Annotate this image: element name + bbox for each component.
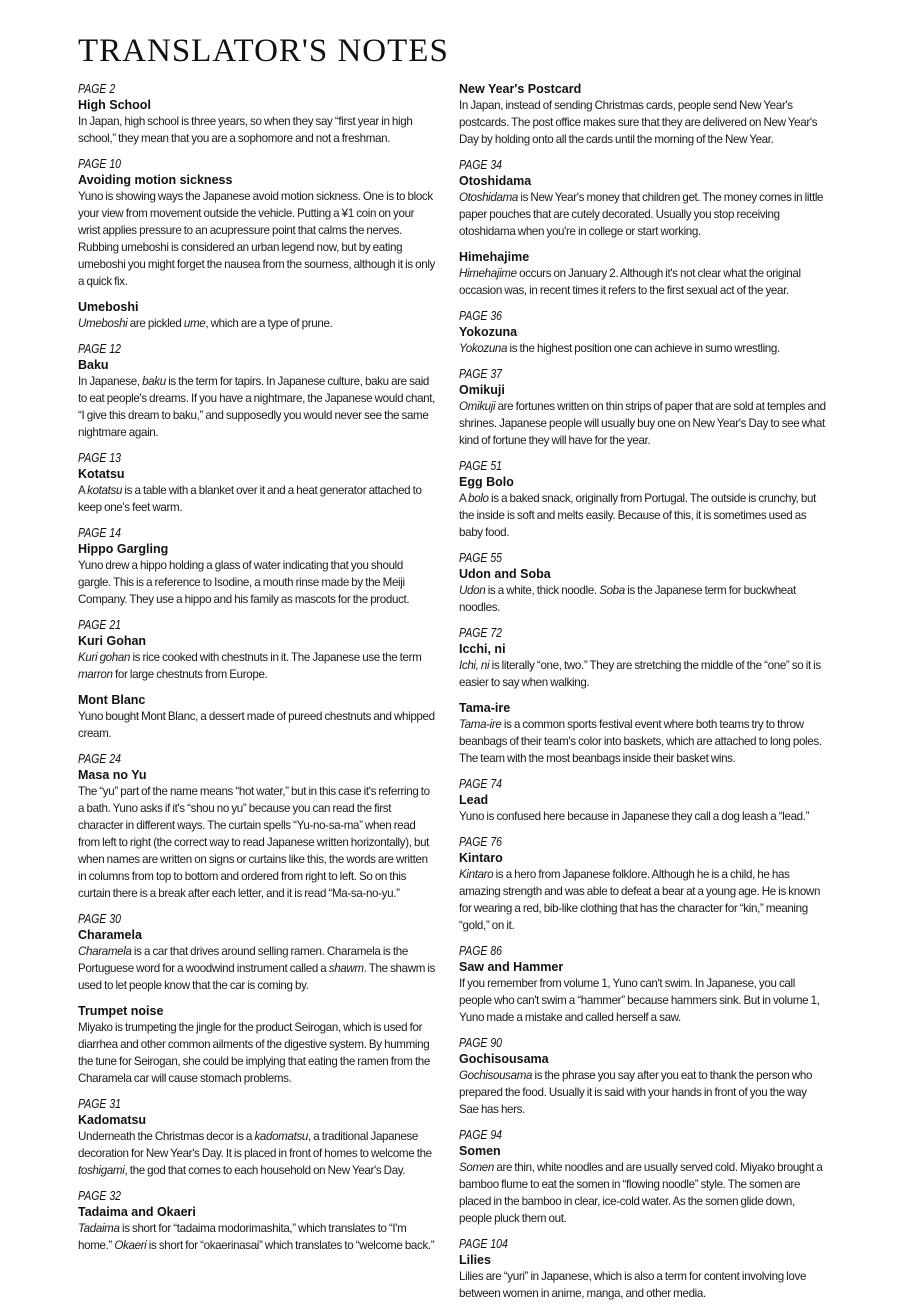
note-heading: Kadomatsu <box>78 1113 147 1127</box>
body-text: is short for “okaerinasai” which translates to “welcome back.” <box>146 1239 435 1252</box>
body-text: , which are a type of prune. <box>205 317 333 330</box>
note-body <box>459 97 827 148</box>
body-text: is a table with a blanket over it and a heat generator attached to keep one's feet warm. <box>78 484 422 514</box>
note-heading: Somen <box>459 1144 501 1158</box>
body-text: , a traditional Japanese decoration for New Year's Day. It is placed in front of homes to welcome the <box>78 1130 432 1160</box>
italic-term: Tama-ire <box>459 718 502 731</box>
note-yokozuna <box>459 308 827 357</box>
body-text: is a car that drives around selling ramen. Charamela is the Portuguese word for a woodwind instrument called a <box>78 945 408 975</box>
body-text: is the Japanese term for buckwheat noodles. <box>459 584 796 614</box>
note-body <box>459 716 827 767</box>
note-heading: Gochisousama <box>459 1052 549 1066</box>
italic-term: Tadaima <box>78 1222 120 1235</box>
body-text: are fortunes written on thin strips of paper that are sold at temples and shrines. Japanese people will usually buy one on New Year's Day to see what kind of fortune they will have for the year. <box>459 400 826 447</box>
note-masa-no-yu <box>78 751 438 902</box>
body-text: The “yu” part of the name means “hot water,” but in this case it's referring to a bath. Yuno asks if it's “shou no yu” because you can read the first character in different ways. The curtain spells “Yu-no-sa-ma” when read from left to right (the correct way to read Japanese written horizontally), but when names are written on signs or curtains like this, the words are written in columns from top to bottom and ordered from right to left. So on this curtain there is a break after each letter, and it is read “Ma-sa-no-yu.” <box>78 785 430 900</box>
note-body <box>78 315 438 332</box>
note-egg-bolo <box>459 458 827 541</box>
italic-term: Soba <box>599 584 625 597</box>
note-lead <box>459 776 827 825</box>
note-body <box>78 373 438 441</box>
page-reference: PAGE 86 <box>459 944 502 958</box>
italic-term: kadomatsu <box>254 1130 308 1143</box>
page-reference: PAGE 30 <box>78 912 121 926</box>
note-icchi-ni <box>459 625 827 691</box>
note-body <box>459 265 827 299</box>
body-text: are thin, white noodles and are usually served cold. Miyako brought a bamboo flume to eat the somen in “flowing noodle” style. The somen are placed in the bamboo in clear, ice-cold water. As the somen glide down, people pluck them out. <box>459 1161 823 1225</box>
body-text: is the highest position one can achieve in sumo wrestling. <box>507 342 780 355</box>
page-reference: PAGE 55 <box>459 551 502 565</box>
page-reference: PAGE 36 <box>459 309 502 323</box>
body-text: Underneath the Christmas decor is a <box>78 1130 255 1143</box>
left-column <box>78 81 438 1263</box>
note-trumpet-noise <box>78 1003 438 1087</box>
note-new-year-s-postcard <box>459 81 827 148</box>
note-heading: Icchi, ni <box>459 642 506 656</box>
italic-term: Charamela <box>78 945 132 958</box>
body-text: Miyako is trumpeting the jingle for the product Seirogan, which is used for diarrhea and other common ailments of the digestive system. By humming the tune for Seirogan, she could be implying that eating the ramen from the Charamela car will cause stomach problems. <box>78 1021 431 1085</box>
note-heading: Omikuji <box>459 383 505 397</box>
body-text: In Japanese, <box>78 375 143 388</box>
note-heading: Lilies <box>459 1253 491 1267</box>
note-heading: Tadaima and Okaeri <box>78 1205 196 1219</box>
body-text: Yuno is confused here because in Japanese they call a dog leash a “lead.” <box>459 810 810 823</box>
italic-term: Gochisousama <box>459 1069 533 1082</box>
note-high-school <box>78 81 438 147</box>
page-reference: PAGE 104 <box>459 1237 508 1251</box>
body-text: . The shawm is used to let people know that the car is coming by. <box>78 962 436 992</box>
note-heading: Mont Blanc <box>78 693 146 707</box>
body-text: Yuno drew a hippo holding a glass of water indicating that you should gargle. This is a reference to Isodine, a mouth rinse made by the Meiji Company. They use a hippo and his family as mascots for the product. <box>78 559 410 606</box>
body-text: is a hero from Japanese folklore. Although he is a child, he has amazing strength and was able to defeat a bear at a young age. He is known for wearing a red, bib-like clothing that has the character for “kin,” meaning “gold,” on it. <box>459 868 821 932</box>
note-heading: Saw and Hammer <box>459 960 564 974</box>
italic-term: kotatsu <box>87 484 123 497</box>
note-kotatsu <box>78 450 438 516</box>
italic-term: bolo <box>468 492 489 505</box>
body-text: Lilies are “yuri” in Japanese, which is also a term for content involving love between women in anime, manga, and other media. <box>459 1270 807 1300</box>
note-kadomatsu <box>78 1096 438 1179</box>
note-kintaro <box>459 834 827 934</box>
page-reference: PAGE 72 <box>459 626 502 640</box>
page-reference: PAGE 31 <box>78 1097 121 1111</box>
page-reference: PAGE 37 <box>459 367 502 381</box>
note-heading: Kintaro <box>459 851 503 865</box>
note-heading: Kuri Gohan <box>78 634 147 648</box>
note-tama-ire <box>459 700 827 767</box>
note-body <box>459 657 827 691</box>
note-heading: Kotatsu <box>78 467 125 481</box>
body-text: for large chestnuts from Europe. <box>112 668 268 681</box>
italic-term: Udon <box>459 584 486 597</box>
note-tadaima-and-okaeri <box>78 1188 438 1254</box>
note-charamela <box>78 911 438 994</box>
note-body <box>459 808 827 825</box>
note-udon-and-soba <box>459 550 827 616</box>
note-heading: New Year's Postcard <box>459 82 582 96</box>
note-heading: Avoiding motion sickness <box>78 173 233 187</box>
note-omikuji <box>459 366 827 449</box>
body-text: A <box>78 484 88 497</box>
italic-term: marron <box>78 668 113 681</box>
note-heading: Charamela <box>78 928 142 942</box>
page-reference: PAGE 51 <box>459 459 502 473</box>
note-baku <box>78 341 438 441</box>
body-text: Yuno is showing ways the Japanese avoid motion sickness. One is to block your view from movement outside the vehicle. Putting a ¥1 coin on your wrist applies pressure to an acupressure point that calms the nerves. Rubbing umeboshi is considered an urban legend now, but by eating umeboshi you might forget the nausea from the sourness, although it is only a quick fix. <box>78 190 436 288</box>
note-gochisousama <box>459 1035 827 1118</box>
note-heading: Trumpet noise <box>78 1004 164 1018</box>
note-heading: Baku <box>78 358 109 372</box>
note-heading: Yokozuna <box>459 325 518 339</box>
note-body <box>459 189 827 240</box>
note-heading: Umeboshi <box>78 300 139 314</box>
body-text: If you remember from volume 1, Yuno can't swim. In Japanese, you call people who can't swim a “hammer” because hammers sink. But in volume 1, Yuno made a mistake and called herself a saw. <box>459 977 820 1024</box>
body-text: is literally “one, two.” They are stretching the middle of the “one” so it is easier to say when walking. <box>459 659 821 689</box>
note-body <box>459 490 827 541</box>
italic-term: Somen <box>459 1161 494 1174</box>
note-body <box>78 649 438 683</box>
page-reference: PAGE 10 <box>78 157 121 171</box>
page-reference: PAGE 13 <box>78 451 121 465</box>
note-body <box>78 1220 438 1254</box>
page-reference: PAGE 2 <box>78 82 116 96</box>
page-reference: PAGE 34 <box>459 158 502 172</box>
italic-term: Umeboshi <box>78 317 128 330</box>
page-reference: PAGE 74 <box>459 777 502 791</box>
note-body <box>459 398 827 449</box>
note-heading: Hippo Gargling <box>78 542 169 556</box>
note-heading: Egg Bolo <box>459 475 514 489</box>
note-body <box>459 866 827 934</box>
page-reference: PAGE 24 <box>78 752 121 766</box>
italic-term: shawm <box>328 962 364 975</box>
note-body <box>459 1159 827 1227</box>
body-text: occurs on January 2. Although it's not clear what the original occasion was, in recent times it refers to the first sexual act of the year. <box>459 267 801 297</box>
note-heading: Masa no Yu <box>78 768 147 782</box>
body-text: is the term for tapirs. In Japanese culture, baku are said to eat people's dreams. If you have a nightmare, the Japanese would chant, “I give this dream to baku,” and supposedly you would never see the same nightmare again. <box>78 375 436 439</box>
note-body <box>78 1128 438 1179</box>
right-column <box>459 81 827 1311</box>
note-body <box>78 113 438 147</box>
note-body <box>78 708 438 742</box>
body-text: Yuno bought Mont Blanc, a dessert made of pureed chestnuts and whipped cream. <box>78 710 435 740</box>
body-text: In Japan, high school is three years, so when they say “first year in high school,” they mean that you are a sophomore and not a freshman. <box>78 115 413 145</box>
italic-term: Kintaro <box>459 868 494 881</box>
italic-term: toshigami <box>78 1164 125 1177</box>
note-hippo-gargling <box>78 525 438 608</box>
note-body <box>78 482 438 516</box>
body-text: A <box>459 492 469 505</box>
note-body <box>459 340 827 357</box>
note-himehajime <box>459 249 827 299</box>
note-body <box>459 1067 827 1118</box>
note-body <box>78 943 438 994</box>
body-text: is a baked snack, originally from Portugal. The outside is crunchy, but the inside is soft and melts easily. Because of this, it is sometimes used as baby food. <box>459 492 816 539</box>
italic-term: Kuri gohan <box>78 651 131 664</box>
body-text: are pickled <box>127 317 184 330</box>
note-saw-and-hammer <box>459 943 827 1026</box>
note-body <box>78 1019 438 1087</box>
page-reference: PAGE 21 <box>78 618 121 632</box>
italic-term: Ichi, ni <box>459 659 490 672</box>
page-reference: PAGE 94 <box>459 1128 502 1142</box>
note-otoshidama <box>459 157 827 240</box>
italic-term: Himehajime <box>459 267 517 280</box>
note-kuri-gohan <box>78 617 438 683</box>
italic-term: Omikuji <box>459 400 496 413</box>
note-body <box>78 783 438 902</box>
body-text: is the phrase you say after you eat to thank the person who prepared the food. Usually it is said with your hands in front of you the way Sae has hers. <box>459 1069 813 1116</box>
note-somen <box>459 1127 827 1227</box>
page-reference: PAGE 14 <box>78 526 121 540</box>
italic-term: Yokozuna <box>459 342 508 355</box>
note-body <box>459 1268 827 1302</box>
body-text: is rice cooked with chestnuts in it. The Japanese use the term <box>130 651 422 664</box>
note-umeboshi <box>78 299 438 332</box>
body-text: , the god that comes to each household on New Year's Day. <box>124 1164 406 1177</box>
body-text: is a common sports festival event where both teams try to throw beanbags of their team's color into baskets, which are attached to long poles. The team with the most beanbags inside their basket wins. <box>459 718 822 765</box>
note-body <box>78 188 438 290</box>
note-mont-blanc <box>78 692 438 742</box>
body-text: is short for “tadaima modorimashita,” which translates to “I'm home.” <box>78 1222 407 1252</box>
page-title: TRANSLATOR'S NOTES <box>78 33 449 69</box>
note-heading: Udon and Soba <box>459 567 551 581</box>
note-avoiding-motion-sickness <box>78 156 438 290</box>
body-text: is a white, thick noodle. <box>485 584 600 597</box>
note-body <box>78 557 438 608</box>
italic-term: baku <box>142 375 166 388</box>
note-body <box>459 975 827 1026</box>
italic-term: ume <box>183 317 206 330</box>
note-heading: High School <box>78 98 151 112</box>
note-heading: Tama-ire <box>459 701 511 715</box>
page-reference: PAGE 76 <box>459 835 502 849</box>
note-lilies <box>459 1236 827 1302</box>
note-heading: Otoshidama <box>459 174 532 188</box>
note-heading: Himehajime <box>459 250 530 264</box>
page-reference: PAGE 32 <box>78 1189 121 1203</box>
page-reference: PAGE 90 <box>459 1036 502 1050</box>
note-heading: Lead <box>459 793 489 807</box>
note-body <box>459 582 827 616</box>
body-text: is New Year's money that children get. The money comes in little paper pouches that are cutely decorated. Usually you stop receiving otoshidama when you're in college or start working. <box>459 191 824 238</box>
italic-term: Okaeri <box>114 1239 147 1252</box>
body-text: In Japan, instead of sending Christmas cards, people send New Year's postcards. The post office makes sure that they are delivered on New Year's Day by holding onto all the cards until the morning of the New Year. <box>459 99 818 146</box>
italic-term: Otoshidama <box>459 191 519 204</box>
page-reference: PAGE 12 <box>78 342 121 356</box>
